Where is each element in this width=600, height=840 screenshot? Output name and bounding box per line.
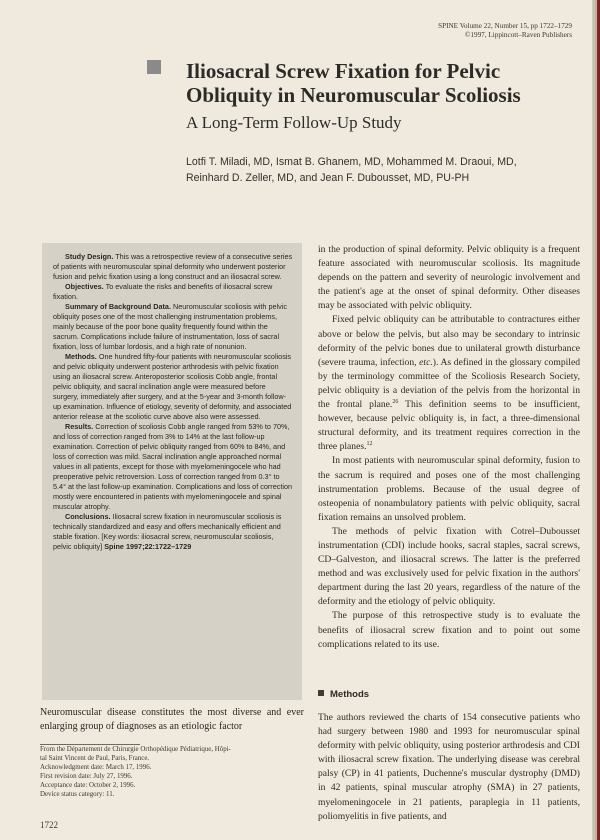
paragraph-2-part-a: Fixed pelvic obliquity can be attributable to contractures either above or below the pelvis, but also may be secondary to intrinsic deformity of the pelvic bones due to unilateral growth disturbance (severe trauma, infection,	[318, 314, 580, 368]
background-text: Neuromuscular scoliosis with pelvic obliquity poses one of the most challenging instrumentation problems, mainly because of the poor bone quality frequently found within the sacrum. Complications include failure of instrumentation, loss of sacral fixation, loss of lumbar lordosis, and a high rate of nonunion.	[53, 302, 288, 351]
authors-line-2: Reinhard D. Zeller, MD, and Jean F. Dubousset, MD, PU-PH	[186, 172, 470, 184]
footnote-line: Acknowledgment date: March 17, 1996.	[40, 763, 152, 771]
author-list	[186, 154, 571, 186]
methods-label: Methods.	[65, 352, 97, 361]
study-design-text: This was a retrospective review of a consecutive series of patients with neuromuscular spinal deformity who underwent posterior fusion and pelvic fixation using a long construct and an iliosacral screw.	[53, 252, 293, 281]
conclusions-label: Conclusions.	[65, 512, 111, 521]
methods-paragraph-1: The authors reviewed the charts of 154 consecutive patients who had surgery between 1980 and 1993 for neuromuscular spinal deformity with pelvic obliquity, using posterior arthrodesis and CDI with iliosacral screw fixation. The underlying disease was cerebral palsy (CP) in 41 patients, Duchenne's muscular dystrophy (DMD) in 42 patients, spinal muscular atrophy (SMA) in 27 patients, myelomeningocele in 21 patients, paraplegia in 11 patients, poliomyelitis in five patients, and	[318, 712, 580, 822]
intro-paragraph-start: Neuromuscular disease constitutes the most diverse and ever enlarging group of diagnoses as an etiologic factor	[40, 707, 304, 732]
intro-paragraph-3: In most patients with neuromuscular spinal deformity, fusion to the sacrum is required and poses one of the most challenging instrumentation problems. Because of the usual degree of osteopenia of nonambulatory patients with pelvic obliquity, sacral fixation remains an unsolved problem.	[318, 455, 580, 523]
intro-paragraph-1: in the production of spinal deformity. Pelvic obliquity is a frequent feature associated with neuromuscular scoliosis. Its magnitude depends on the pattern and severity of neurologic involvement and the patient's age at the onset of spinal deformity. Other diseases may be associated with pelvic obliquity.	[318, 244, 580, 312]
article-subtitle: A Long-Term Follow-Up Study	[186, 113, 402, 132]
methods-section	[318, 711, 580, 824]
title-line-1: Iliosacral Screw Fixation for Pelvic	[186, 59, 501, 83]
journal-header	[438, 22, 572, 40]
authors-line-1: Lotfi T. Miladi, MD, Ismat B. Ghanem, MD, Mohammed M. Draoui, MD,	[186, 156, 517, 168]
results-text: Correction of scoliosis Cobb angle ranged from 53% to 70%, and loss of correction ranged from 3% to 14% at the last follow-up examination. Correction of pelvic obliquity ranged from 60% to 84%, and loss of correction was mild. Sacral inclination angle approached normal values in all patients, except for those with myelomeningocele who had preoperative pelvic retroversion. Loss of correction ranged from 0.3° to 5.4° at the last follow-up examination. Complications and loss of correction mostly were encountered in patients with myelomeningocele and spinal muscular atrophy.	[53, 422, 293, 511]
book-binding-edge	[592, 0, 600, 840]
footnote-line: Acceptance date: October 2, 1996.	[40, 781, 136, 789]
abstract-citation: Spine 1997;22:1722–1729	[104, 542, 192, 551]
article-title	[186, 59, 566, 107]
footnote-divider	[40, 744, 140, 745]
heading-square-marker	[318, 690, 324, 696]
intro-right-column	[318, 243, 580, 652]
intro-paragraph-4: The methods of pelvic fixation with Cotrel–Dubousset instrumentation (CDI) include hooks, sacral staples, sacral screws, CD–Galveston, and iliosacral screws. The latter is the preferred method and was exclusively used for pelvic fixation in the authors' department during the last 20 years, regardless of the nature of the deformity and the etiology of pelvic obliquity.	[318, 525, 580, 608]
background-label: Summary of Background Data.	[65, 302, 171, 311]
reference-12: 12	[366, 441, 373, 448]
abstract-methods	[53, 352, 293, 422]
study-design-label: Study Design.	[65, 252, 114, 261]
abstract	[53, 252, 293, 552]
abstract-conclusions	[53, 512, 293, 552]
footnote-line: Device status category: 11.	[40, 790, 115, 798]
methods-heading-text: Methods	[330, 689, 370, 700]
title-square-marker	[147, 60, 161, 74]
intro-left-column	[40, 706, 304, 734]
abstract-background-data	[53, 302, 293, 352]
results-label: Results.	[65, 422, 94, 431]
footnote-line: From the Département de Chirurgie Orthopédique Pédiatrique, Hôpi-	[40, 746, 231, 753]
methods-heading	[318, 689, 369, 700]
copyright-notice: ©1997, Lippincott–Raven Publishers	[464, 31, 572, 39]
conclusions-text: Iliosacral screw fixation in neuromuscular scoliosis is technically standardized and easy and offers mechanically efficient and stable fixation. [Key words: iliosacral screw, neuromuscular scoliosis, pelvic obliquity]	[53, 512, 282, 551]
paragraph-2-part-b: ). As defined in the glossary compiled by the terminology committee of the Scoliosis Research Society, pelvic obliquity is a deviation of the pelvis from the horizontal in the frontal plane.	[318, 356, 580, 411]
intro-paragraph-5: The purpose of this retrospective study is to evaluate the benefits of iliosacral screw fixation and to point out some complications related to its use.	[318, 610, 580, 650]
intro-paragraph-2	[318, 313, 580, 454]
objectives-label: Objectives.	[65, 282, 104, 291]
journal-citation: SPINE Volume 22, Number 15, pp 1722–1729	[438, 22, 572, 30]
abstract-results	[53, 422, 293, 512]
paragraph-2-part-c: This definition seems to be insufficient, however, because pelvic obliquity is, in fact, a three-dimensional structural deformity, and its treatment requires correction in the three planes.	[318, 399, 580, 453]
etc-abbrev: etc.	[419, 356, 433, 368]
abstract-study-design	[53, 252, 293, 282]
title-line-2: Obliquity in Neuromuscular Scoliosis	[186, 83, 521, 107]
objectives-text: To evaluate the risks and benefits of iliosacral screw fixation.	[53, 282, 273, 301]
footnotes	[40, 746, 305, 799]
reference-26: 26	[392, 398, 399, 405]
page-number: 1722	[40, 820, 58, 830]
abstract-objectives	[53, 282, 293, 302]
footnote-line: tal Saint Vincent de Paul, Paris, France.	[40, 754, 150, 762]
methods-text: One hundred fifty-four patients with neuromuscular scoliosis and pelvic obliquity underwent posterior arthrodesis with pelvic fixation using an iliosacral screw. Anteroposterior scoliosis Cobb angle, frontal pelvic obliquity, and sacral inclination angle were measured before surgery, immediately after surgery, and at the 5-year and 3-month follow-up examination. Influence of etiology, severity of deformity, and associated anterior release at the scoliotic curve above also were assessed.	[53, 352, 292, 421]
footnote-line: First revision date: July 27, 1996.	[40, 772, 133, 780]
